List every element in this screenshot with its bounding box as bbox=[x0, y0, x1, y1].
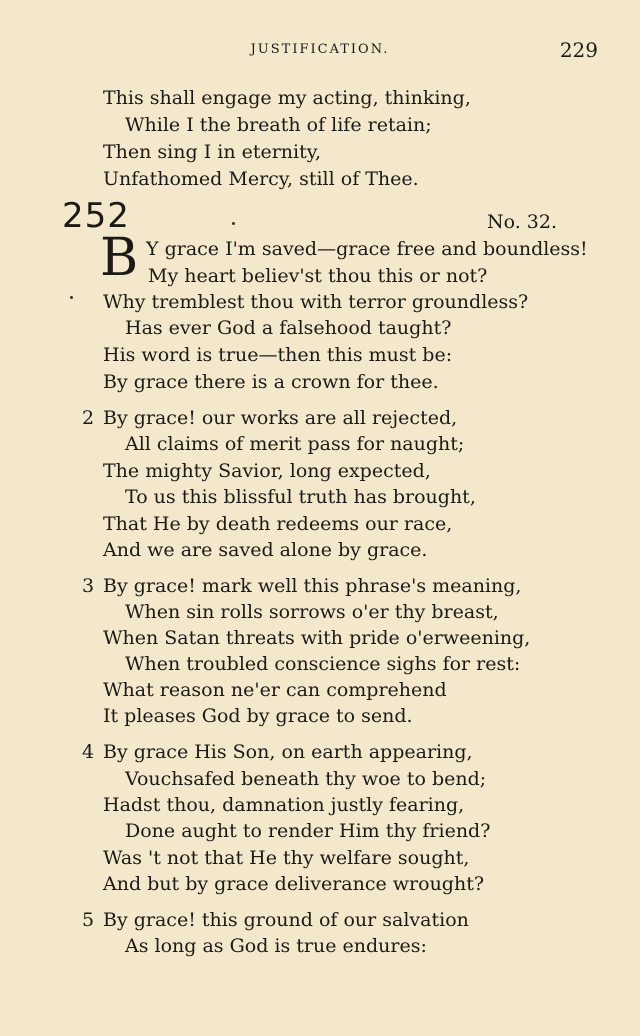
verse-1-line: His word is true—then this must be: bbox=[103, 344, 453, 366]
verse-number: 4 bbox=[82, 741, 95, 763]
verse-4-line: Was 't not that He thy welfare sought, bbox=[103, 847, 470, 869]
verse-number: 3 bbox=[82, 575, 95, 597]
page-number: 229 bbox=[559, 38, 598, 62]
verse-1-line: Why tremblest thou with terror groundless? bbox=[103, 291, 529, 313]
verse-1-line: By grace there is a crown for thee. bbox=[103, 371, 439, 393]
carryover-line: This shall engage my acting, thinking, bbox=[103, 87, 471, 109]
carryover-line: Unfathomed Mercy, still of Thee. bbox=[103, 168, 419, 190]
verse-3-line: When sin rolls sorrows o'er thy breast, bbox=[125, 601, 499, 623]
print-speck bbox=[70, 296, 73, 299]
tune-reference: No. 32. bbox=[487, 211, 558, 233]
verse-2-line: And we are saved alone by grace. bbox=[103, 539, 428, 561]
verse-4-line: And but by grace deliverance wrought? bbox=[103, 873, 485, 895]
verse-2-line: The mighty Savior, long expected, bbox=[103, 460, 431, 482]
verse-5-line: As long as God is true endures: bbox=[125, 935, 427, 957]
verse-4-line: Hadst thou, damnation justly fearing, bbox=[103, 794, 465, 816]
verse-2-line: To us this blissful truth has brought, bbox=[125, 486, 476, 508]
verse-4-line: Done aught to render Him thy friend? bbox=[125, 820, 491, 842]
verse-1-line-1: Y grace I'm saved—grace free and boundless! bbox=[146, 238, 588, 260]
carryover-line: Then sing I in eternity, bbox=[103, 141, 321, 163]
drop-cap: B bbox=[100, 228, 139, 288]
verse-3-line: By grace! mark well this phrase's meaning, bbox=[103, 575, 522, 597]
page-header bbox=[0, 38, 640, 62]
verse-3-line: When Satan threats with pride o'erweening, bbox=[103, 627, 531, 649]
verse-1-line: My heart believ'st thou this or not? bbox=[148, 265, 488, 287]
verse-2-line: By grace! our works are all rejected, bbox=[103, 407, 458, 429]
verse-5-line: By grace! this ground of our salvation bbox=[103, 909, 469, 931]
verse-4-line: By grace His Son, on earth appearing, bbox=[103, 741, 473, 763]
verse-3-line: What reason ne'er can comprehend bbox=[103, 679, 447, 701]
carryover-line: While I the breath of life retain; bbox=[125, 114, 432, 136]
running-head: JUSTIFICATION. bbox=[250, 42, 390, 57]
verse-2-line: All claims of merit pass for naught; bbox=[125, 433, 465, 455]
verse-4-line: Vouchsafed beneath thy woe to bend; bbox=[125, 768, 487, 790]
verse-3-line: When troubled conscience sighs for rest: bbox=[125, 653, 521, 675]
verse-2-line: That He by death redeems our race, bbox=[103, 513, 453, 535]
verse-number: 5 bbox=[82, 909, 95, 931]
print-speck bbox=[232, 222, 235, 225]
verse-number: 2 bbox=[82, 407, 95, 429]
verse-3-line: It pleases God by grace to send. bbox=[103, 705, 413, 727]
hymn-number: 252 bbox=[62, 196, 130, 236]
verse-1-line: Has ever God a falsehood taught? bbox=[125, 317, 452, 339]
